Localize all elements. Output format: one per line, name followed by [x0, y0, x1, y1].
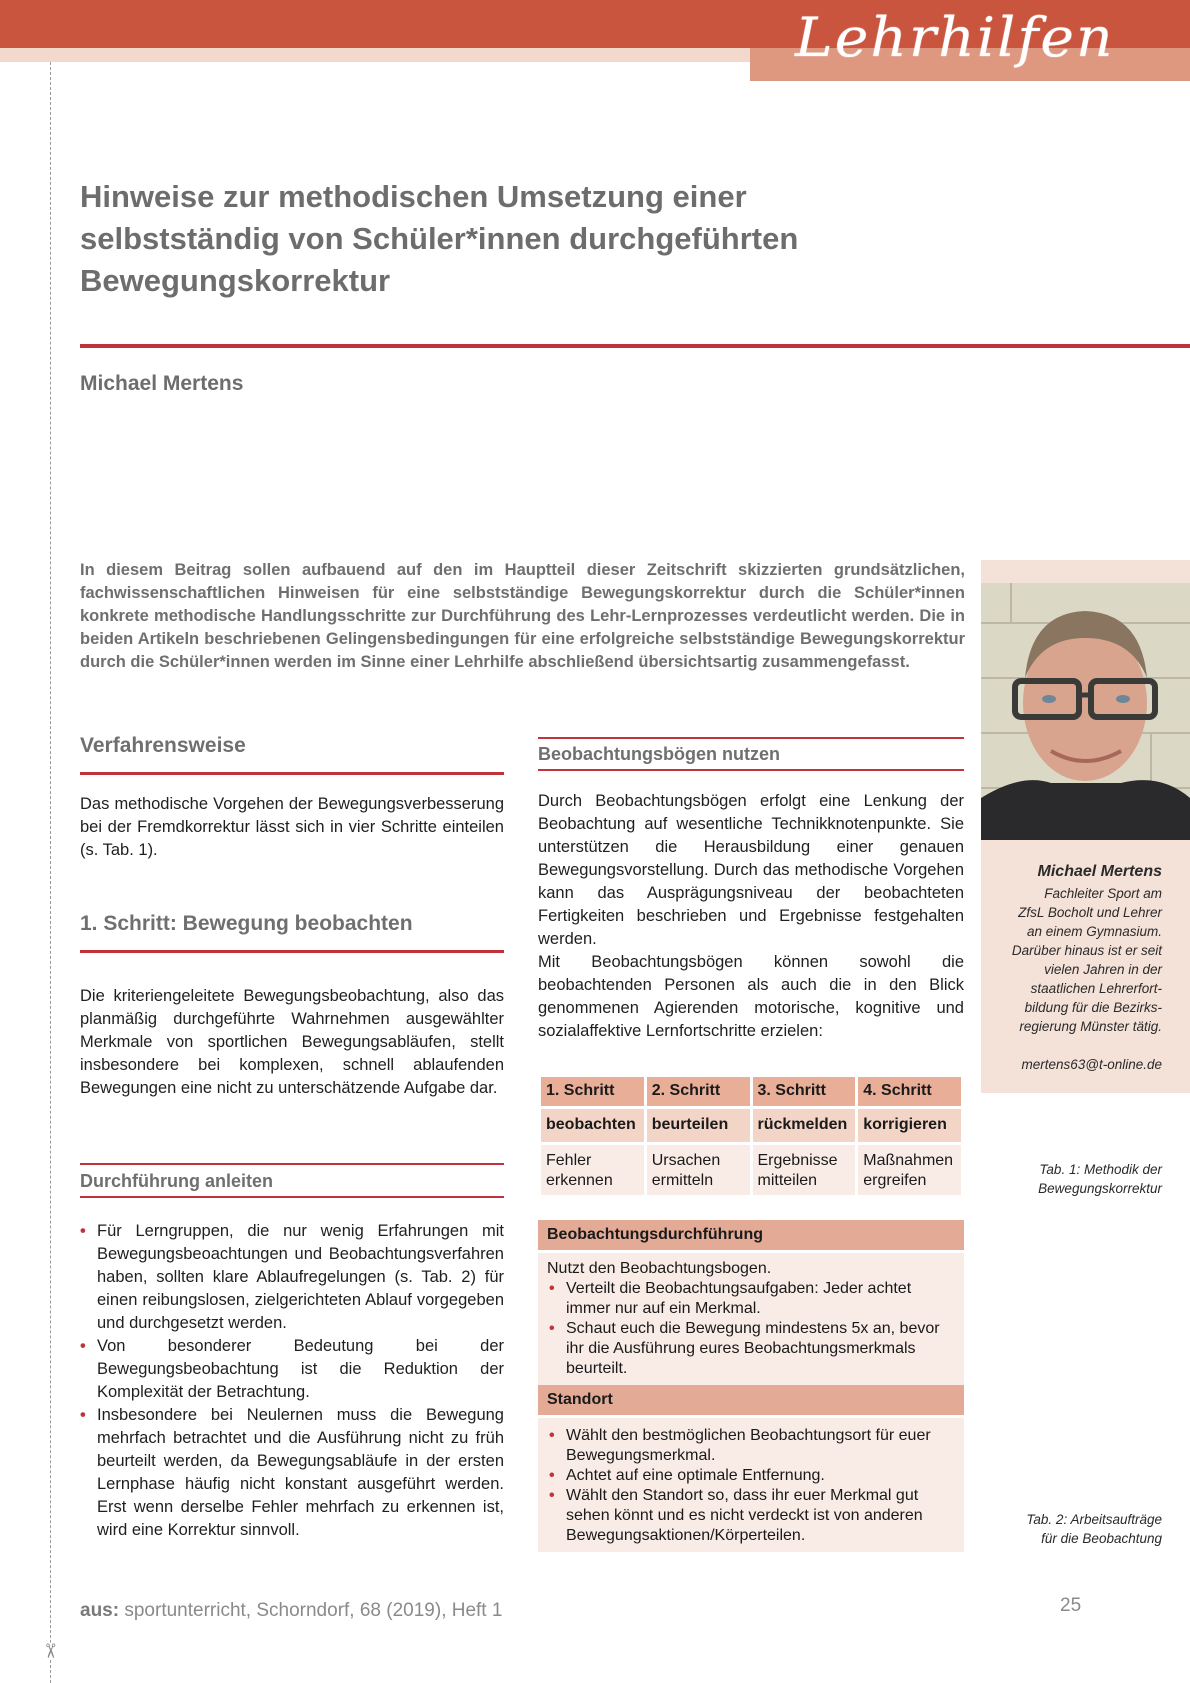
list-item: • Von besonderer Bedeutung bei der Bewegungsbeobachtung ist die Reduktion der Komplexität der Betrachtung. [80, 1335, 504, 1404]
box-intro: Nutzt den Beobachtungsbogen. [547, 1260, 772, 1277]
table-row [541, 1145, 961, 1195]
list-item: • Wählt den Standort so, dass ihr euer Merkmal gut sehen könnt und es nicht verdeckt ist von anderen Bewegungsaktionen/Körperteilen. [549, 1486, 955, 1546]
table-row [541, 1077, 961, 1106]
table-cell: Fehler erkennen [541, 1145, 644, 1195]
list-item: • Wählt den bestmöglichen Beobachtungsort für euer Bewegungsmerkmal. [549, 1426, 955, 1466]
caption-line: für die Beobachtung [1041, 1531, 1162, 1546]
cut-line [50, 62, 51, 1683]
list-item: • Für Lerngruppen, die nur wenig Erfahrungen mit Bewegungsbeoachtungen und Beobachtungsverfahren haben, sollten klare Ablaufregelungen (s. Tab. 2) für einen reibungslosen, zielgerichteten Ablauf vorgegeben und durchgesetzt werden. [80, 1220, 504, 1335]
bio-name: Michael Mertens [1037, 863, 1162, 880]
title-line: selbstständig von Schüler*innen durchgeführten [80, 221, 799, 256]
table-cell: Ursachen ermitteln [647, 1145, 750, 1195]
beobachtungsdurchfuehrung-box [538, 1220, 964, 1385]
section-label: Lehrhilfen [795, 6, 1115, 69]
bio-line: regierung Münster tätig. [1019, 1019, 1162, 1034]
bio-line: vielen Jahren in der [1044, 962, 1162, 977]
lead-paragraph: In diesem Beitrag sollen aufbauend auf den im Hauptteil dieser Zeitschrift skizzierten grundsätzlichen, fachwissenschaftlichen Hinweisen für eine selbstständige Bewegungskorrektur durch die Schüler*innen konkrete methodische Handlungsschritte zur Durchführung des Lehr-Lernprozesses verdeutlicht werden. Die in beiden Artikeln beschriebenen Gelingensbedingungen für eine erfolgreiche selbstständige Bewegungskorrektur durch die Schüler*innen werden im Sinne einer Lehrhilfe abschließend übersichtsartig zusammengefasst. [80, 561, 965, 671]
bio-line: Darüber hinaus ist er seit [1011, 943, 1162, 958]
table-cell: rückmelden [753, 1109, 856, 1142]
author-name: Michael Mertens [80, 372, 244, 395]
list-item: • Verteilt die Beobachtungsaufgaben: Jeder achtet immer nur auf ein Merkmal. [549, 1279, 955, 1319]
table-cell: beobachten [541, 1109, 644, 1142]
heading-schritt-1: 1. Schritt: Bewegung beobachten [80, 912, 413, 935]
table-2-caption [990, 1510, 1162, 1548]
table-cell: 3. Schritt [753, 1077, 856, 1106]
list-item: • Schaut euch die Bewegung mindestens 5x an, bevor ihr die Ausführung eures Beobachtungsmerkmals beurteilt. [549, 1319, 955, 1379]
section-divider [538, 737, 964, 739]
box-heading: Standort [538, 1385, 964, 1415]
title-divider [80, 344, 1190, 348]
portrait-image-icon [981, 583, 1190, 840]
table-cell: beurteilen [647, 1109, 750, 1142]
heading-beobachtungsboegen: Beobachtungsbögen nutzen [538, 744, 780, 764]
title-line: Hinweise zur methodischen Umsetzung einer [80, 179, 747, 214]
section-divider [80, 1196, 504, 1198]
section-divider [80, 950, 504, 953]
box-list [547, 1279, 955, 1379]
paragraph-beobachten: Die kriteriengeleitete Bewegungsbeobachtung, also das planmäßig durchgeführte Wahrnehmen ausgewählter Merkmale von sportlichen Bewegungsabläufen, stellt insbesondere bei komplexen, schnell ablaufenden Bewegungen eine nicht zu unterschätzende Aufgabe dar. [80, 987, 504, 1097]
source-label: aus: [80, 1600, 120, 1621]
box-list [547, 1426, 955, 1546]
table-cell: 2. Schritt [647, 1077, 750, 1106]
author-bio [990, 862, 1162, 1074]
caption-line: Tab. 1: Methodik der [1039, 1162, 1162, 1177]
section-divider [80, 772, 504, 775]
bio-line: bildung für die Bezirks- [1024, 1000, 1162, 1015]
section-divider [80, 1163, 504, 1165]
header-sub-band [0, 48, 760, 62]
table-1-caption [990, 1160, 1162, 1198]
table-cell: 4. Schritt [858, 1077, 961, 1106]
box-body [538, 1253, 964, 1385]
heading-durchfuehrung: Durchführung anleiten [80, 1171, 273, 1191]
author-photo [981, 583, 1190, 840]
caption-line: Bewegungskorrektur [1038, 1181, 1162, 1196]
table-row [541, 1109, 961, 1142]
title-line: Bewegungskorrektur [80, 263, 391, 298]
list-item: • Achtet auf eine optimale Entfernung. [549, 1466, 955, 1486]
table-cell: 1. Schritt [541, 1077, 644, 1106]
bio-line: an einem Gymnasium. [1026, 924, 1162, 939]
source-text: sportunterricht, Schorndorf, 68 (2019), Heft 1 [119, 1600, 503, 1621]
table-cell: Maßnahmen ergreifen [858, 1145, 961, 1195]
author-email-link[interactable]: mertens63@t-online.de [1021, 1057, 1162, 1072]
bio-line: Fachleiter Sport am [1044, 886, 1162, 901]
bio-line: ZfsL Bocholt und Lehrer [1018, 905, 1162, 920]
paragraph-beobachtungsboegen-1: Durch Beobachtungsbögen erfolgt eine Lenkung der Beobachtung auf wesentliche Technikknotenpunkte. Sie unterstützen die Herausbildung einer genauen Bewegungsvorstellung. Durch das methodische Vorgehen kann das Ausprägungsniveau der beobachteten Fertigkeiten beschrieben und Ergebnisse festgehalten werden. [538, 792, 964, 948]
table-cell: korrigieren [858, 1109, 961, 1142]
standort-box [538, 1385, 964, 1552]
list-item: • Insbesondere bei Neulernen muss die Bewegung mehrfach betrachtet und die Ausführung nicht zu früh beurteilt werden, da Bewegungsabläufe in der ersten Lernphase häufig nicht konstant ausgeführt werden. Erst wenn derselbe Fehler mehrfach zu erkennen ist, wird eine Korrektur sinnvoll. [80, 1404, 504, 1542]
methodik-table [538, 1074, 964, 1198]
paragraph-beobachtungsboegen-2: Mit Beobachtungsbögen können sowohl die beobachtenden Personen als auch die in den Blick genommenen Agierenden motorische, kognitive und sozialaffektive Lernfortschritte erzielen: [538, 953, 964, 1040]
durchfuehrung-list [80, 1220, 504, 1542]
page-number: 25 [1060, 1595, 1082, 1616]
box-body [538, 1418, 964, 1552]
caption-line: Tab. 2: Arbeitsaufträge [1026, 1512, 1162, 1527]
page-title [80, 176, 940, 302]
table-cell: Ergebnisse mitteilen [753, 1145, 856, 1195]
source-citation [80, 1600, 502, 1622]
heading-verfahrensweise: Verfahrensweise [80, 734, 246, 757]
bio-line: staatlichen Lehrerfort- [1030, 981, 1162, 996]
paragraph-verfahrensweise: Das methodische Vorgehen der Bewegungsverbesserung bei der Fremdkorrektur lässt sich in vier Schritte einteilen (s. Tab. 1). [80, 795, 504, 859]
section-divider [538, 769, 964, 771]
scissors-icon: ✂ [38, 1642, 61, 1660]
box-heading: Beobachtungsdurchführung [538, 1220, 964, 1250]
